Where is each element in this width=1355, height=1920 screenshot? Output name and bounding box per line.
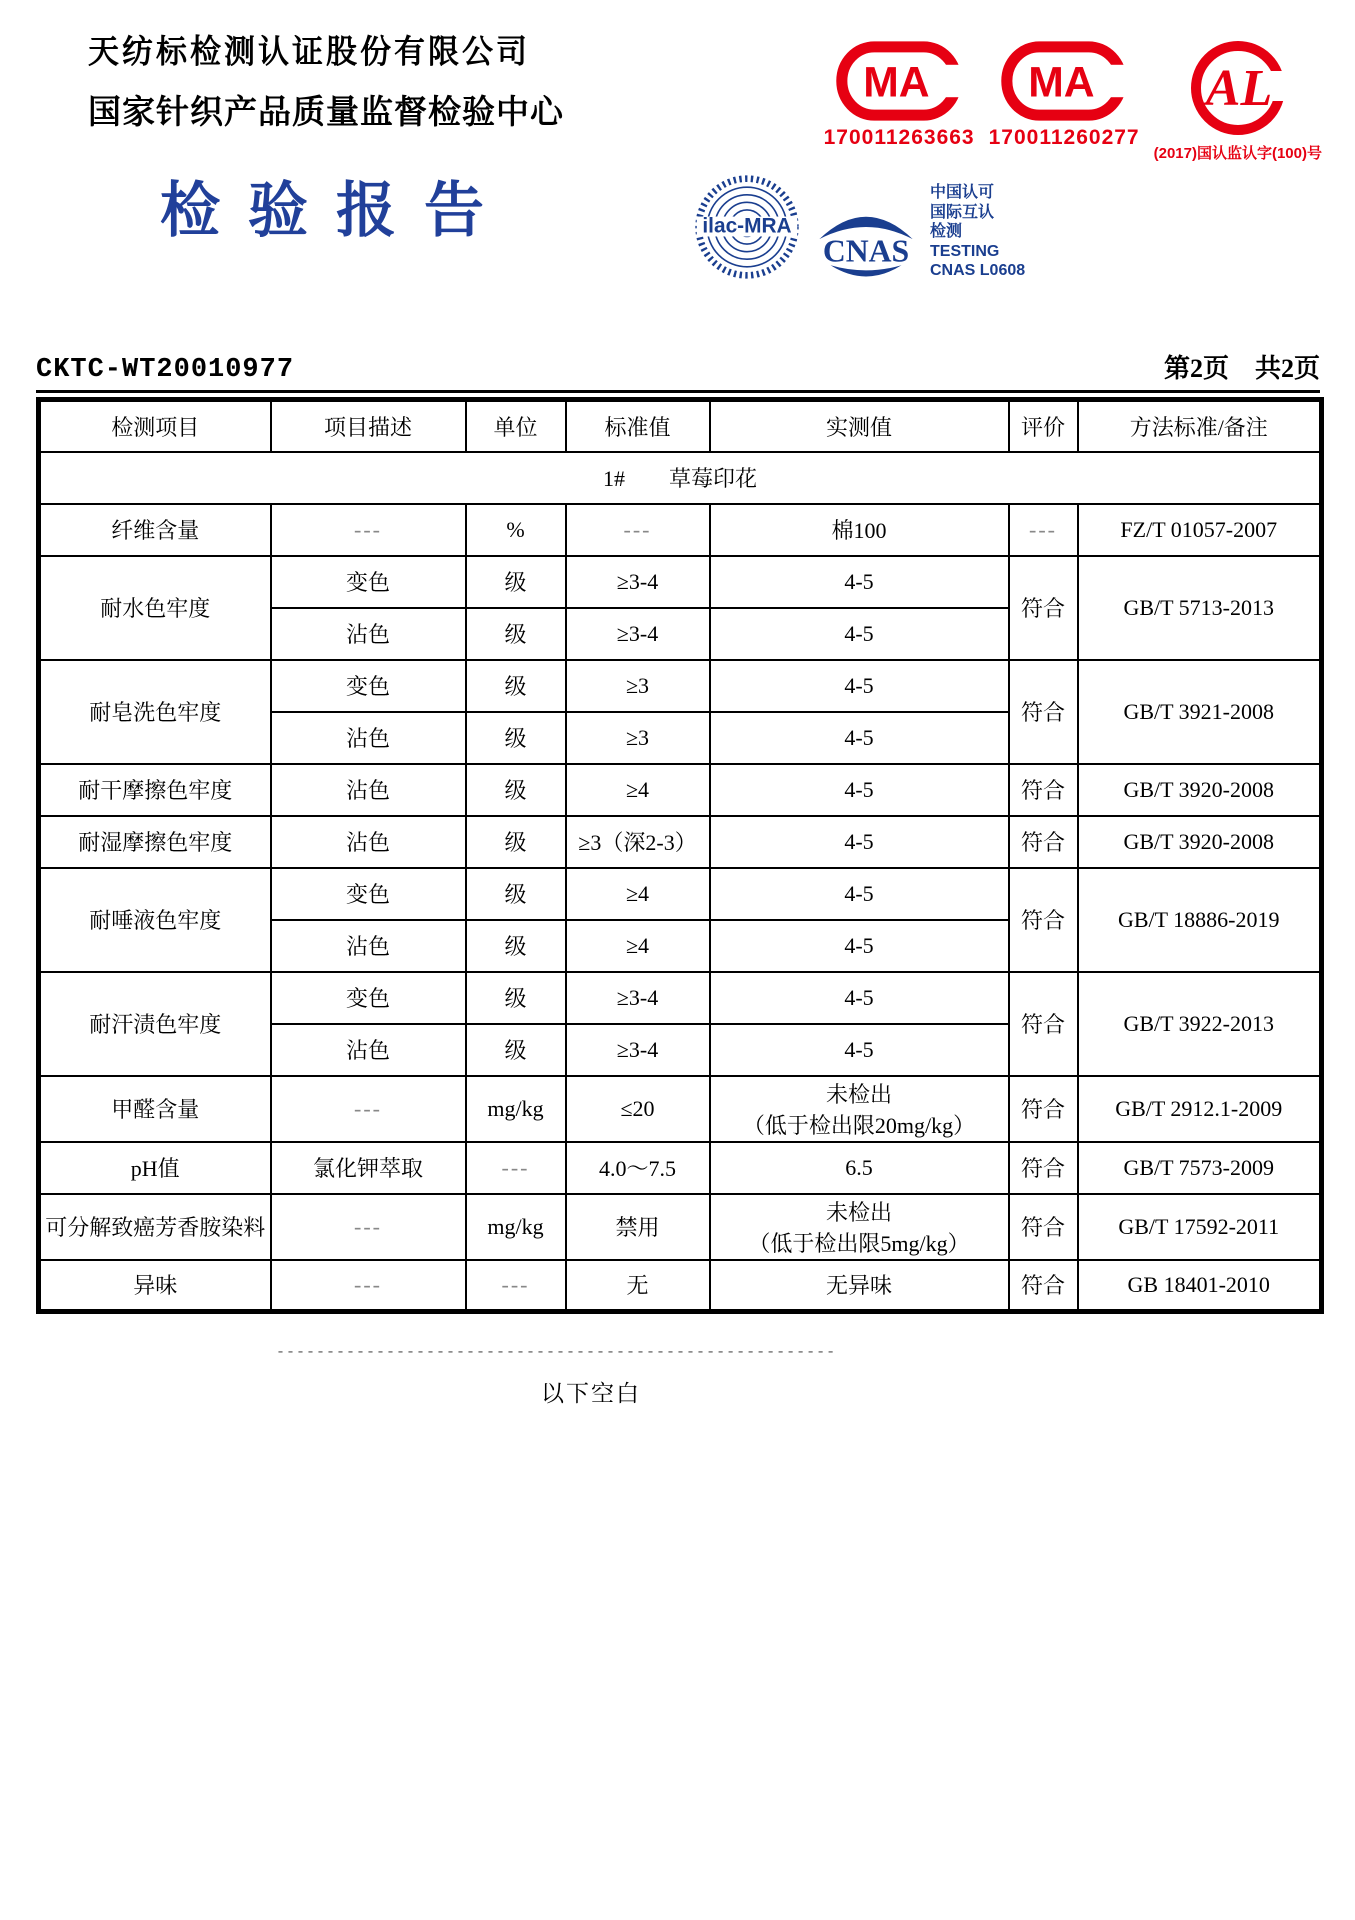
- table-cell: ≥4: [566, 868, 710, 920]
- table-cell: 未检出 （低于检出限5mg/kg）: [710, 1194, 1009, 1260]
- table-cell: 沾色: [271, 764, 466, 816]
- table-cell: GB/T 7573-2009: [1078, 1142, 1322, 1194]
- table-cell: ≥4: [566, 920, 710, 972]
- table-cell: 沾色: [271, 608, 466, 660]
- table-cell: 沾色: [271, 816, 466, 868]
- table-cell: 级: [466, 972, 566, 1024]
- table-row: [39, 1260, 1322, 1312]
- table-cell: 甲醛含量: [39, 1076, 271, 1142]
- table-cell: ---: [1009, 504, 1078, 556]
- meta-line: [36, 348, 1320, 393]
- table-cell: 6.5: [710, 1142, 1009, 1194]
- table-cell: 级: [466, 816, 566, 868]
- table-cell: 符合: [1009, 1076, 1078, 1142]
- cma-stamp-1: [824, 38, 975, 150]
- table-cell: GB/T 3920-2008: [1078, 816, 1322, 868]
- table-cell: ≥3-4: [566, 972, 710, 1024]
- table-cell: 耐干摩擦色牢度: [39, 764, 271, 816]
- table-cell: 4-5: [710, 868, 1009, 920]
- table-cell: 无异味: [710, 1260, 1009, 1312]
- table-cell: 级: [466, 608, 566, 660]
- inspection-center-name: 国家针织产品质量监督检验中心: [88, 95, 564, 131]
- table-cell: 4.0～7.5: [566, 1142, 710, 1194]
- table-cell: 级: [466, 660, 566, 712]
- table-cell: mg/kg: [466, 1194, 566, 1260]
- table-cell: 无: [566, 1260, 710, 1312]
- col-header-method-standard: 方法标准/备注: [1078, 400, 1322, 452]
- table-cell: 4-5: [710, 556, 1009, 608]
- report-table-body: [39, 452, 1322, 1312]
- table-cell: 符合: [1009, 816, 1078, 868]
- table-cell: GB/T 5713-2013: [1078, 556, 1322, 660]
- report-title: 检验报告: [160, 178, 512, 244]
- table-cell: 沾色: [271, 712, 466, 764]
- table-cell: 级: [466, 868, 566, 920]
- cma-number-2: 170011260277: [988, 126, 1140, 149]
- table-row: [39, 972, 1322, 1024]
- table-cell: 级: [466, 1024, 566, 1076]
- cnas-icon: [810, 201, 922, 281]
- table-cell: ≥3: [566, 712, 710, 764]
- table-cell: ---: [271, 1076, 466, 1142]
- table-cell: 未检出 （低于检出限20mg/kg）: [710, 1076, 1009, 1142]
- test-results-table: [36, 397, 1324, 1314]
- table-cell: 4-5: [710, 816, 1009, 868]
- table-cell: 耐水色牢度: [39, 556, 271, 660]
- cma-icon: [835, 38, 963, 124]
- table-cell: 纤维含量: [39, 504, 271, 556]
- ilac-mra-icon: [692, 171, 802, 283]
- certification-logos: [660, 38, 1340, 283]
- table-cell: ---: [466, 1260, 566, 1312]
- accreditation-row: [692, 171, 1340, 283]
- cma-letters: MA: [1028, 58, 1095, 107]
- table-row: [39, 816, 1322, 868]
- cma-number-1: 170011263663: [823, 126, 975, 149]
- table-cell: ≥4: [566, 764, 710, 816]
- cnas-letters: CNAS: [822, 233, 910, 269]
- table-cell: 耐湿摩擦色牢度: [39, 816, 271, 868]
- table-cell: ---: [566, 504, 710, 556]
- table-cell: 符合: [1009, 1142, 1078, 1194]
- table-cell: 级: [466, 712, 566, 764]
- report-number: CKTC-WT20010977: [36, 355, 295, 385]
- table-cell: 变色: [271, 972, 466, 1024]
- cma-icon: [1000, 38, 1128, 124]
- table-cell: 耐唾液色牢度: [39, 868, 271, 972]
- table-row: [39, 1142, 1322, 1194]
- table-cell: 变色: [271, 660, 466, 712]
- table-cell: GB/T 3921-2008: [1078, 660, 1322, 764]
- table-cell: 4-5: [710, 920, 1009, 972]
- table-cell: 氯化钾萃取: [271, 1142, 466, 1194]
- table-cell: 棉100: [710, 504, 1009, 556]
- table-cell: 4-5: [710, 764, 1009, 816]
- cal-caption: (2017)国认监认字(100)号: [1153, 145, 1322, 162]
- table-cell: GB/T 3920-2008: [1078, 764, 1322, 816]
- table-cell: GB 18401-2010: [1078, 1260, 1322, 1312]
- table-row: [39, 1076, 1322, 1142]
- table-cell: 禁用: [566, 1194, 710, 1260]
- table-cell: 可分解致癌芳香胺染料: [39, 1194, 271, 1260]
- table-cell: 沾色: [271, 920, 466, 972]
- cma-letters: MA: [863, 58, 930, 107]
- table-cell: %: [466, 504, 566, 556]
- table-cell: 符合: [1009, 660, 1078, 764]
- cal-icon: [1188, 38, 1288, 138]
- table-row: [39, 868, 1322, 920]
- blank-note: 以下空白: [541, 1381, 641, 1406]
- table-cell: GB/T 18886-2019: [1078, 868, 1322, 972]
- table-cell: 符合: [1009, 1194, 1078, 1260]
- sample-row: [39, 452, 1322, 504]
- table-cell: ---: [271, 504, 466, 556]
- table-cell: 级: [466, 920, 566, 972]
- company-block: [88, 26, 564, 249]
- table-cell: 沾色: [271, 1024, 466, 1076]
- table-cell: ≥3: [566, 660, 710, 712]
- footer-blank-section: [276, 1344, 906, 1408]
- table-cell: ≤20: [566, 1076, 710, 1142]
- table-cell: 异味: [39, 1260, 271, 1312]
- dashed-separator: --------------------------------------------------------: [276, 1344, 837, 1361]
- table-cell: 4-5: [710, 712, 1009, 764]
- table-cell: 符合: [1009, 764, 1078, 816]
- table-cell: 符合: [1009, 1260, 1078, 1312]
- table-row: [39, 1194, 1322, 1260]
- table-cell: pH值: [39, 1142, 271, 1194]
- col-header-measured-value: 实测值: [710, 400, 1009, 452]
- company-name: 天纺标检测认证股份有限公司: [88, 33, 530, 71]
- cal-stamp: [1154, 38, 1322, 163]
- table-cell: ≥3-4: [566, 1024, 710, 1076]
- stamp-row: [660, 38, 1340, 163]
- table-cell: GB/T 3922-2013: [1078, 972, 1322, 1076]
- table-cell: 变色: [271, 556, 466, 608]
- page-indicator: 第2页 共2页: [1163, 354, 1320, 383]
- table-cell: 变色: [271, 868, 466, 920]
- col-header-description: 项目描述: [271, 400, 466, 452]
- ilac-mra-letters: ilac-MRA: [702, 214, 792, 238]
- col-header-test-item: 检测项目: [39, 400, 271, 452]
- table-cell: 级: [466, 556, 566, 608]
- table-row: [39, 556, 1322, 608]
- table-row: [39, 764, 1322, 816]
- table-cell: 级: [466, 764, 566, 816]
- col-header-unit: 单位: [466, 400, 566, 452]
- col-header-evaluation: 评价: [1009, 400, 1078, 452]
- table-cell: ≥3（深2-3）: [566, 816, 710, 868]
- table-cell: ---: [271, 1260, 466, 1312]
- table-cell: ≥3-4: [566, 556, 710, 608]
- table-cell: ---: [271, 1194, 466, 1260]
- table-cell: FZ/T 01057-2007: [1078, 504, 1322, 556]
- table-cell: 4-5: [710, 1024, 1009, 1076]
- cnas-caption: 中国认可 国际互认 检测 TESTING CNAS L0608: [930, 184, 1026, 280]
- table-cell: GB/T 2912.1-2009: [1078, 1076, 1322, 1142]
- table-cell: 符合: [1009, 556, 1078, 660]
- table-header-row: [39, 400, 1322, 452]
- table-row: [39, 660, 1322, 712]
- table-cell: 4-5: [710, 972, 1009, 1024]
- table-cell: 耐皂洗色牢度: [39, 660, 271, 764]
- table-cell: 符合: [1009, 868, 1078, 972]
- table-row: [39, 504, 1322, 556]
- table-cell: mg/kg: [466, 1076, 566, 1142]
- report-header: [0, 0, 1355, 348]
- table-cell: ≥3-4: [566, 608, 710, 660]
- table-cell: 4-5: [710, 660, 1009, 712]
- cal-letters: AL: [1205, 60, 1273, 117]
- table-cell: GB/T 17592-2011: [1078, 1194, 1322, 1260]
- table-cell: ---: [466, 1142, 566, 1194]
- col-header-standard-value: 标准值: [566, 400, 710, 452]
- table-cell: 耐汗渍色牢度: [39, 972, 271, 1076]
- table-cell: 4-5: [710, 608, 1009, 660]
- table-cell: 符合: [1009, 972, 1078, 1076]
- cma-stamp-2: [989, 38, 1140, 150]
- table-cell: 1# 草莓印花: [39, 452, 1322, 504]
